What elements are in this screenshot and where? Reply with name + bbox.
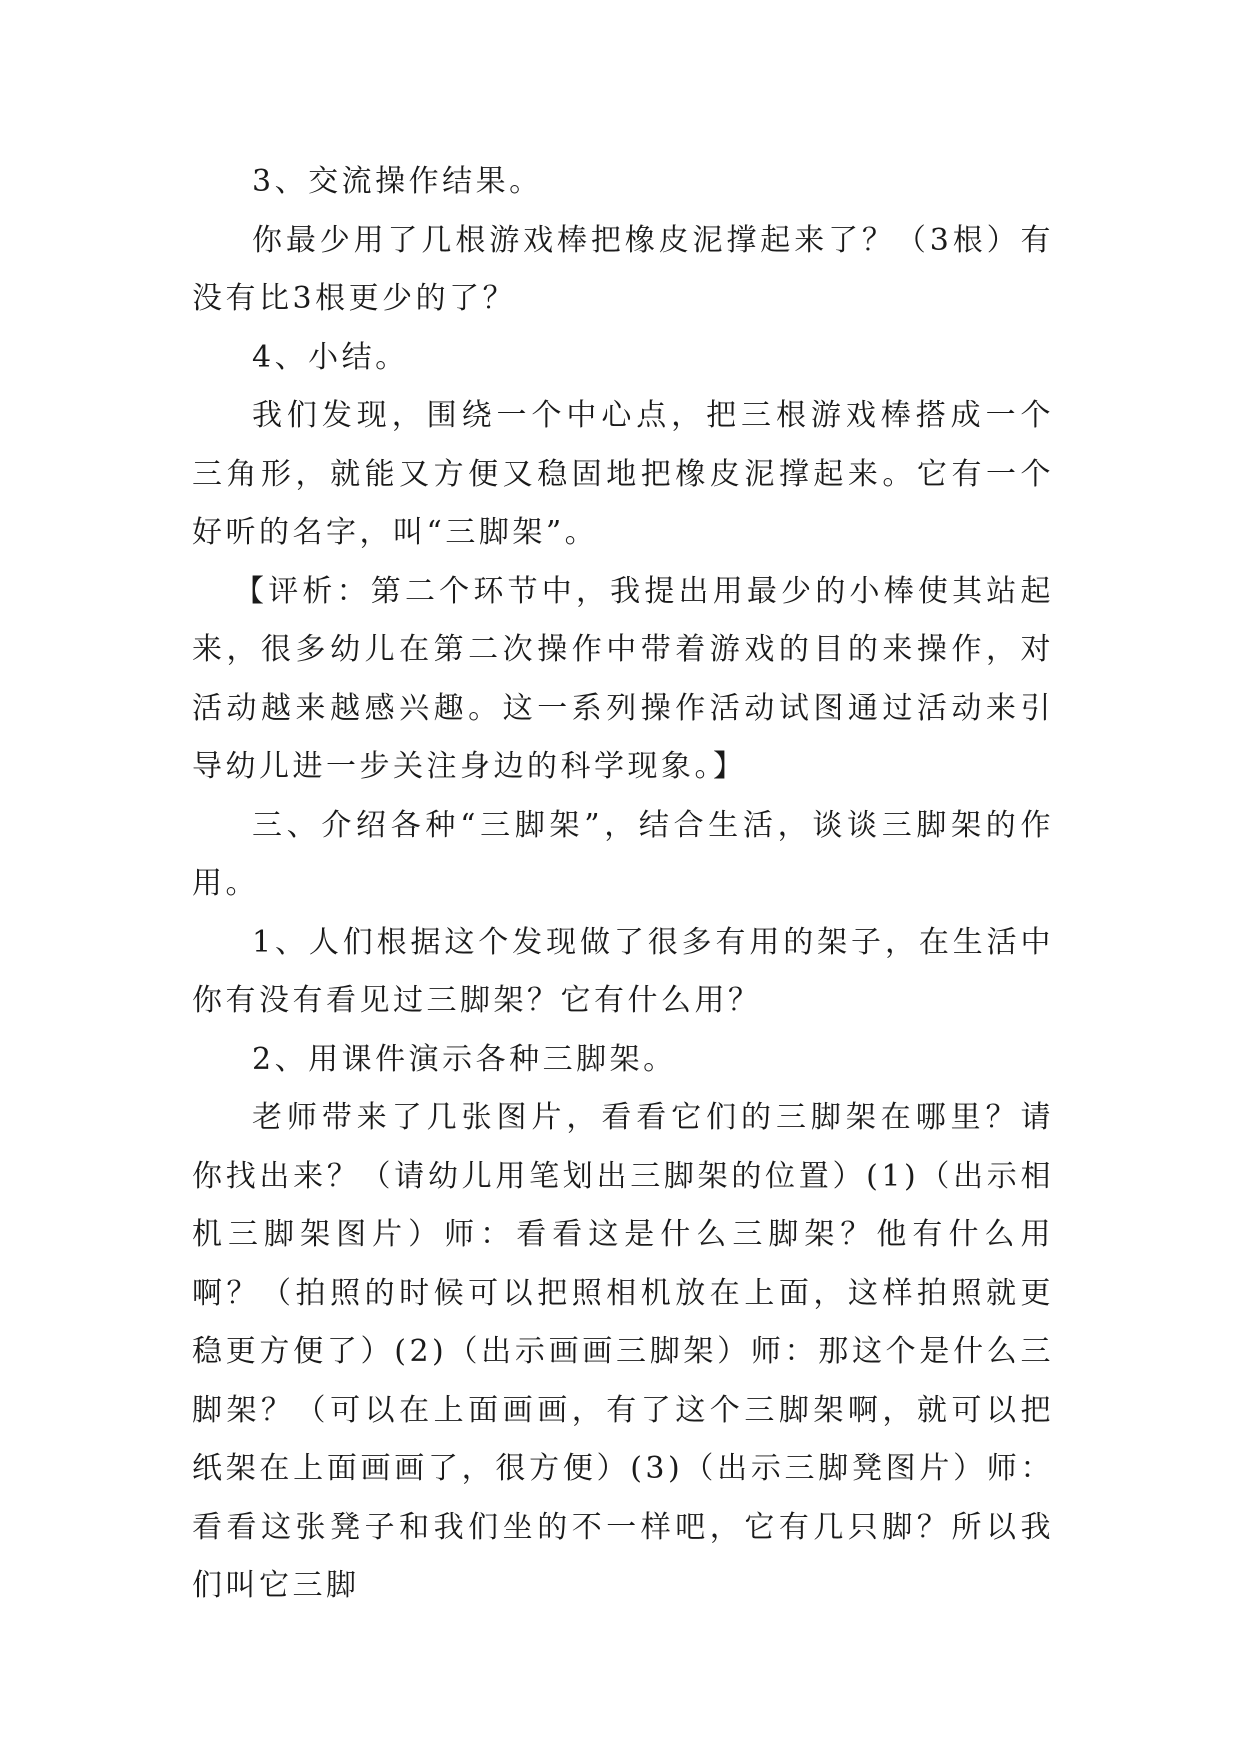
paragraph-teacher-pictures: 老师带来了几张图片，看看它们的三脚架在哪里？请你找出来？（请幼儿用笔划出三脚架的位置）(1)（出示相机三脚架图片）师：看看这是什么三脚架？他有什么用啊？（拍照的时候可以把照相机放在上面，这样拍照就更稳更方便了）(2)（出示画画三脚架）师：那这个是什么三脚架？（可以在上面画画，有了这个三脚架啊，就可以把纸架在上面画画了，很方便）(3)（出示三脚凳图片）师：看看这张凳子和我们坐的不一样吧，它有几只脚？所以我们叫它三脚 bbox=[192, 1100, 1054, 1603]
paragraph-step-2-heading: 2、用课件演示各种三脚架。 bbox=[252, 1041, 677, 1077]
paragraph-section-3-heading: 三、介绍各种“三脚架”，结合生活，谈谈三脚架的作用。 bbox=[192, 807, 1054, 901]
paragraph-step-1-question: 1、人们根据这个发现做了很多有用的架子，在生活中你有没有看见过三脚架？它有什么用？ bbox=[192, 924, 1054, 1018]
paragraph-step-3-heading: 3、交流操作结果。 bbox=[252, 164, 543, 199]
paragraph-evaluation-note: 【评析：第二个环节中，我提出用最少的小棒使其站起来，很多幼儿在第二次操作中带着游戏的目的来操作，对活动越来越感兴趣。这一系列操作活动试图通过活动来引导幼儿进一步关注身边的科学现象。】 bbox=[192, 573, 1054, 784]
paragraph-question-sticks: 你最少用了几根游戏棒把橡皮泥撑起来了？（3根）有没有比3根更少的了？ bbox=[192, 222, 1054, 316]
document-body bbox=[192, 153, 1054, 1616]
paragraph-step-4-heading: 4、小结。 bbox=[252, 339, 409, 375]
paragraph-summary: 我们发现，围绕一个中心点，把三根游戏棒搭成一个三角形，就能又方便又稳固地把橡皮泥撑起来。它有一个好听的名字，叫“三脚架”。 bbox=[192, 398, 1054, 550]
